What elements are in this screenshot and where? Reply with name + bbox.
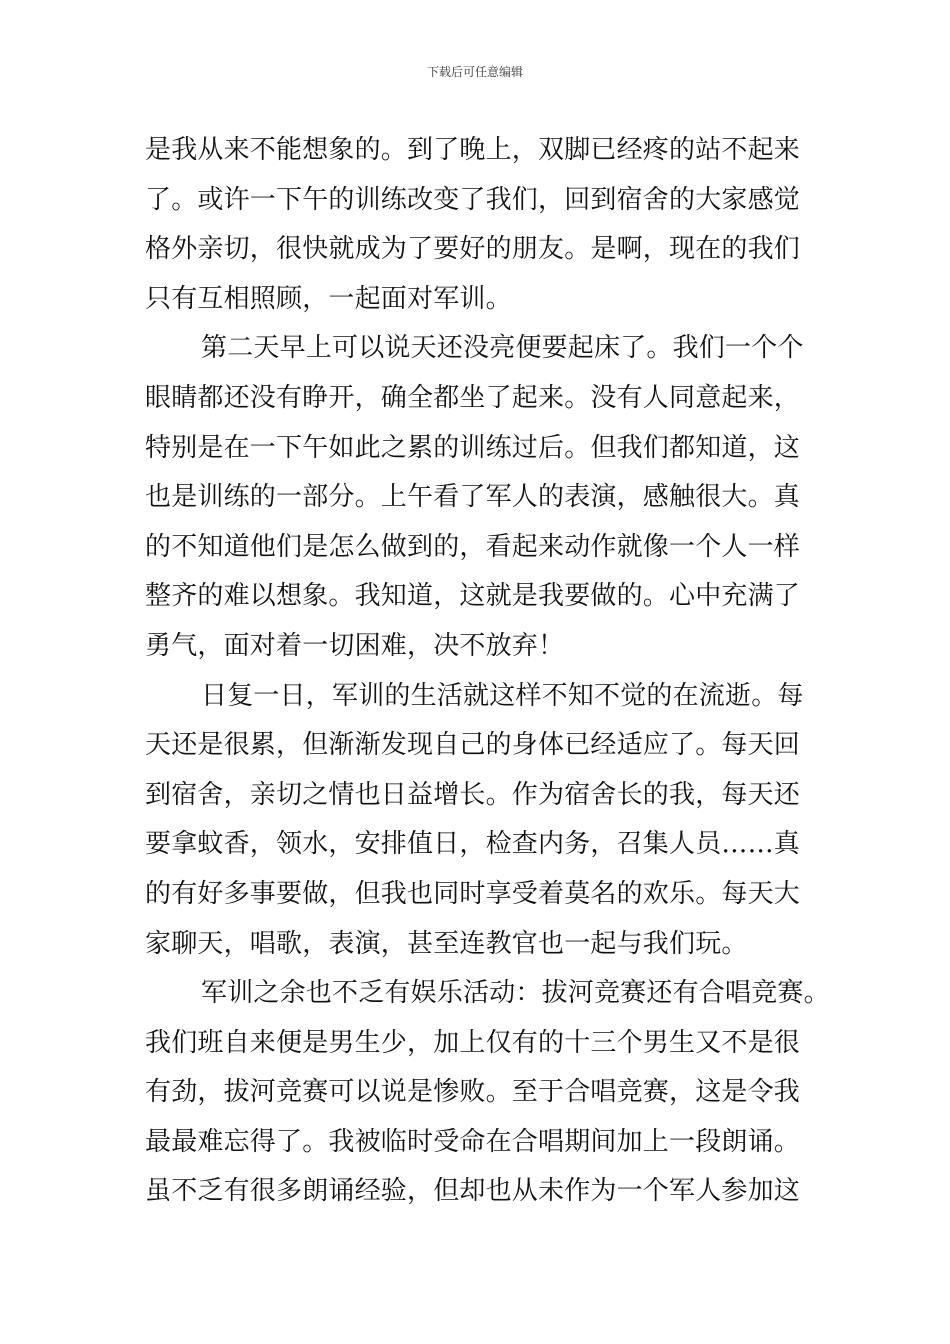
text-line: 我们班自来便是男生少，加上仅有的十三个男生又不是很 <box>145 1027 801 1058</box>
paragraph <box>145 672 815 970</box>
text-line: 眼睛都还没有睁开，确全都坐了起来。没有人同意起来， <box>145 382 801 413</box>
paragraph <box>145 324 815 671</box>
text-line: 了。或许一下午的训练改变了我们，回到宿舍的大家感觉 <box>145 184 801 215</box>
text-line: 虽不乏有很多朗诵经验，但却也从未作为一个军人参加这 <box>145 1176 801 1207</box>
paragraph <box>145 969 830 1217</box>
text-line: 整齐的难以想象。我知道，这就是我要做的。心中充满了 <box>145 581 801 612</box>
text-line: 天还是很累，但渐渐发现自己的身体已经适应了。每天回 <box>145 730 801 761</box>
text-line: 要拿蚊香，领水，安排值日，检查内务，召集人员……真 <box>145 829 801 860</box>
page-header: 下载后可任意编辑 <box>426 65 523 79</box>
text-line: 的不知道他们是怎么做到的，看起来动作就像一个人一样 <box>145 531 801 562</box>
text-line: 日复一日，军训的生活就这样不知不觉的在流逝。每 <box>201 680 804 711</box>
text-line: 第二天早上可以说天还没亮便要起床了。我们一个个 <box>201 333 804 364</box>
text-line: 有劲，拔河竞赛可以说是惨败。至于合唱竞赛，这是令我 <box>145 1077 801 1108</box>
text-line: 到宿舍，亲切之情也日益增长。作为宿舍长的我，每天还 <box>145 779 801 810</box>
text-line: 的有好多事要做，但我也同时享受着莫名的欢乐。每天大 <box>145 878 801 909</box>
text-line: 家聊天，唱歌，表演，甚至连教官也一起与我们玩。 <box>145 928 748 959</box>
paragraph <box>145 126 815 324</box>
text-line: 最最难忘得了。我被临时受命在合唱期间加上一段朗诵。 <box>145 1126 801 1157</box>
text-line: 只有互相照顾，一起面对军训。 <box>145 283 512 314</box>
text-line: 也是训练的一部分。上午看了军人的表演，感触很大。真 <box>145 482 801 513</box>
text-line: 特别是在一下午如此之累的训练过后。但我们都知道，这 <box>145 432 801 463</box>
text-line: 军训之余也不乏有娱乐活动：拔河竞赛还有合唱竞赛。 <box>201 978 830 1009</box>
text-line: 格外亲切，很快就成为了要好的朋友。是啊，现在的我们 <box>145 234 801 265</box>
text-line: 勇气，面对着一切困难，决不放弃！ <box>145 630 565 661</box>
document-body <box>145 126 830 1217</box>
text-line: 是我从来不能想象的。到了晚上，双脚已经疼的站不起来 <box>145 135 801 165</box>
